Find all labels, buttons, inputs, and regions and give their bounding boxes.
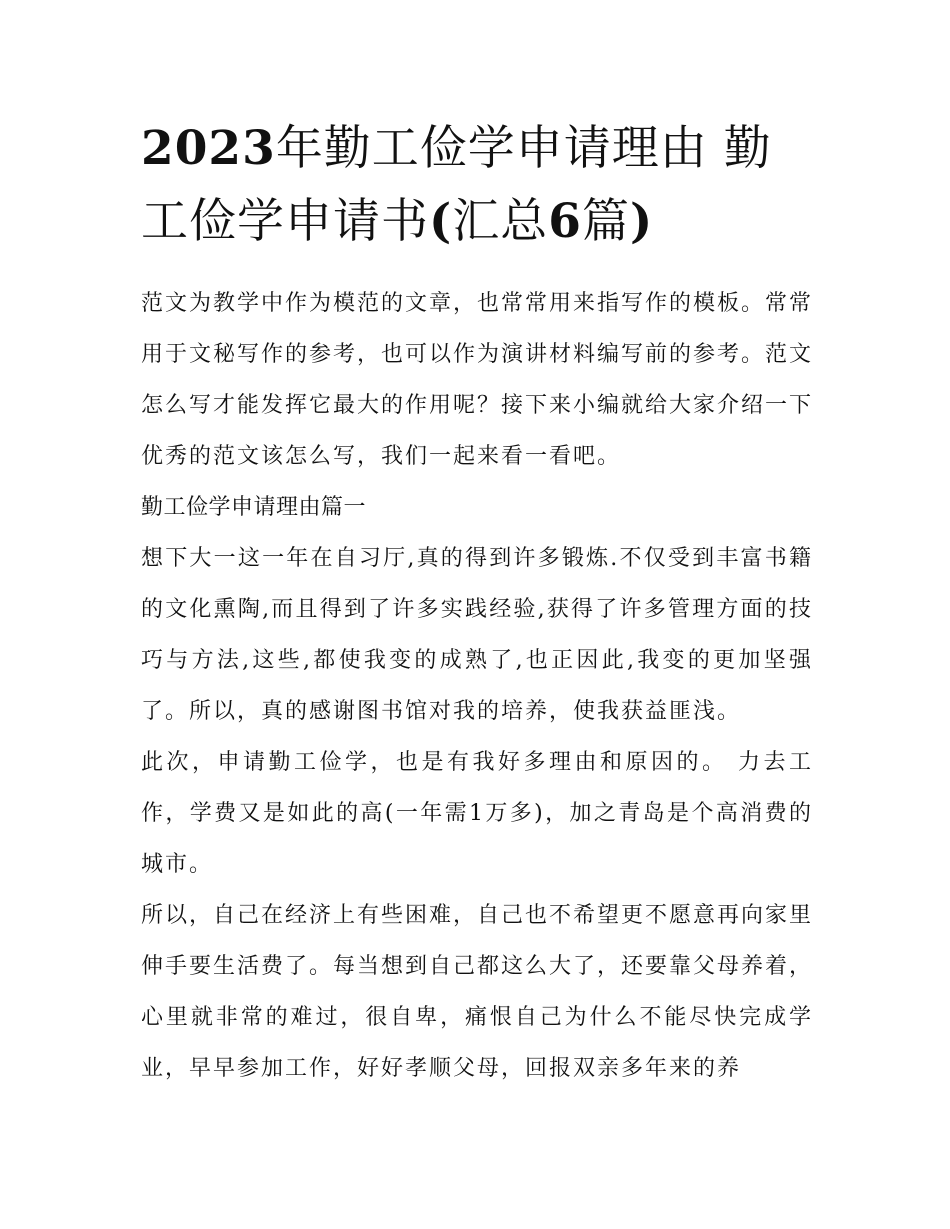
body-paragraph-1: 想下大一这一年在自习厅,真的得到许多锻炼.不仅受到丰富书籍的文化熏陶,而且得到了许多实践经验,获得了许多管理方面的技巧与方法,这些,都使我变的成熟了,也正因此,我变的更加坚强了。所以，真的感谢图书馆对我的培养，使我获益匪浅。 [141,546,813,724]
intro-paragraph: 范文为教学中作为模范的文章，也常常用来指写作的模板。常常用于文秘写作的参考，也可以作为演讲材料编写前的参考。范文怎么写才能发挥它最大的作用呢？接下来小编就给大家介绍一下优秀的范文该怎么写，我们一起来看一看吧。 [141,291,814,469]
body-paragraph-3: 所以，自己在经济上有些困难，自己也不希望更不愿意再向家里伸手要生活费了。每当想到自己都这么大了，还要靠父母养着，心里就非常的难过，很自卑，痛恨自己为什么不能尽快完成学业，早早参加工作，好好孝顺父母，回报双亲多年来的养 [141,903,814,1081]
document-title: 2023年勤工俭学申请理由 勤工俭学申请书(汇总6篇) [141,121,772,249]
body-paragraph-2: 此次，申请勤工俭学，也是有我好多理由和原因的。 力去工作，学费又是如此的高(一年需1万多)，加之青岛是个高消费的城市。 [141,750,813,877]
document-body [141,278,813,1094]
section-heading: 勤工俭学申请理由篇一 [141,495,367,520]
